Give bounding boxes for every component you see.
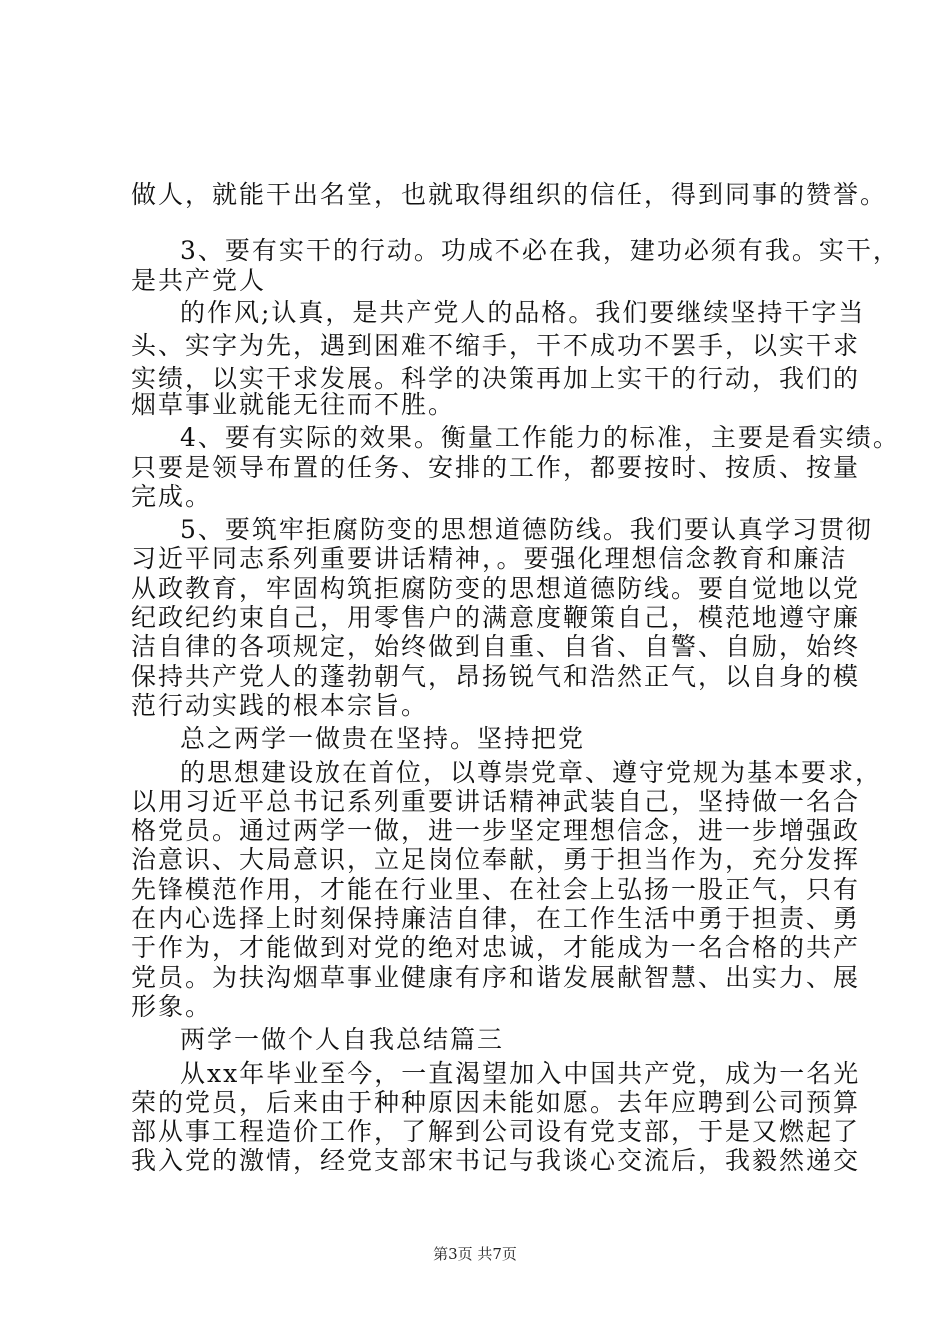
text-line: 党员。为扶沟烟草事业健康有序和谐发展献智慧、出实力、展 bbox=[131, 963, 861, 992]
text-line: 先锋模范作用，才能在行业里、在社会上弘扬一股正气，只有 bbox=[131, 875, 861, 904]
section-heading: 两学一做个人自我总结篇三 bbox=[180, 1025, 505, 1054]
text-line: 3、要有实干的行动。功成不必在我，建功必须有我。实干， bbox=[180, 236, 900, 265]
text-line: 做人，就能干出名堂，也就取得组织的信任，得到同事的赞誉。 bbox=[131, 180, 888, 209]
text-line: 从政教育，牢固构筑拒腐防变的思想道德防线。要自觉地以党 bbox=[131, 574, 861, 603]
text-line: 是共产党人 bbox=[131, 266, 267, 295]
text-line: 治意识、大局意识，立足岗位奉献，勇于担当作为，充分发挥 bbox=[131, 845, 861, 874]
text-line: 的作风;认真，是共产党人的品格。我们要继续坚持干字当 bbox=[180, 298, 866, 327]
text-line: 以用习近平总书记系列重要讲话精神武装自己，坚持做一名合 bbox=[131, 787, 861, 816]
text-line: 习近平同志系列重要讲话精神，。要强化理想信念教育和廉洁 bbox=[131, 544, 848, 573]
text-line: 洁自律的各项规定，始终做到自重、自省、自警、自励，始终 bbox=[131, 632, 861, 661]
text-line: 只要是领导布置的任务、安排的工作，都要按时、按质、按量 bbox=[131, 453, 861, 482]
text-line: 保持共产党人的蓬勃朝气，昂扬锐气和浩然正气，以自身的模 bbox=[131, 662, 861, 691]
text-line: 格党员。通过两学一做，进一步坚定理想信念，进一步增强政 bbox=[131, 816, 861, 845]
text-line: 范行动实践的根本宗旨。 bbox=[131, 691, 429, 720]
text-line: 实绩，以实干求发展。科学的决策再加上实干的行动，我们的 bbox=[131, 364, 861, 393]
text-line: 完成。 bbox=[131, 482, 213, 511]
text-line: 从xx年毕业至今，一直渴望加入中国共产党，成为一名光 bbox=[180, 1059, 861, 1088]
text-line: 4、要有实际的效果。衡量工作能力的标准，主要是看实绩。 bbox=[180, 423, 900, 452]
text-line: 于作为，才能做到对党的绝对忠诚，才能成为一名合格的共产 bbox=[131, 933, 861, 962]
text-line: 总之两学一做贵在坚持。坚持把党 bbox=[180, 724, 586, 753]
page-number-footer: 第3页 共7页 bbox=[433, 1245, 517, 1263]
text-line: 荣的党员，后来由于种种原因未能如愿。去年应聘到公司预算 bbox=[131, 1088, 861, 1117]
text-line: 5、要筑牢拒腐防变的思想道德防线。我们要认真学习贯彻 bbox=[180, 515, 873, 544]
text-line: 部从事工程造价工作，了解到公司设有党支部，于是又燃起了 bbox=[131, 1117, 861, 1146]
text-line: 形象。 bbox=[131, 992, 213, 1021]
text-line: 的思想建设放在首位，以尊崇党章、遵守党规为基本要求， bbox=[180, 758, 883, 787]
text-line: 头、实字为先，遇到困难不缩手，干不成功不罢手，以实干求 bbox=[131, 331, 861, 360]
text-line: 烟草事业就能无往而不胜。 bbox=[131, 390, 456, 419]
text-line: 纪政纪约束自己，用零售户的满意度鞭策自己，模范地遵守廉 bbox=[131, 603, 861, 632]
text-line: 在内心选择上时刻保持廉洁自律，在工作生活中勇于担责、勇 bbox=[131, 904, 861, 933]
text-line: 我入党的激情，经党支部宋书记与我谈心交流后，我毅然递交 bbox=[131, 1146, 861, 1175]
